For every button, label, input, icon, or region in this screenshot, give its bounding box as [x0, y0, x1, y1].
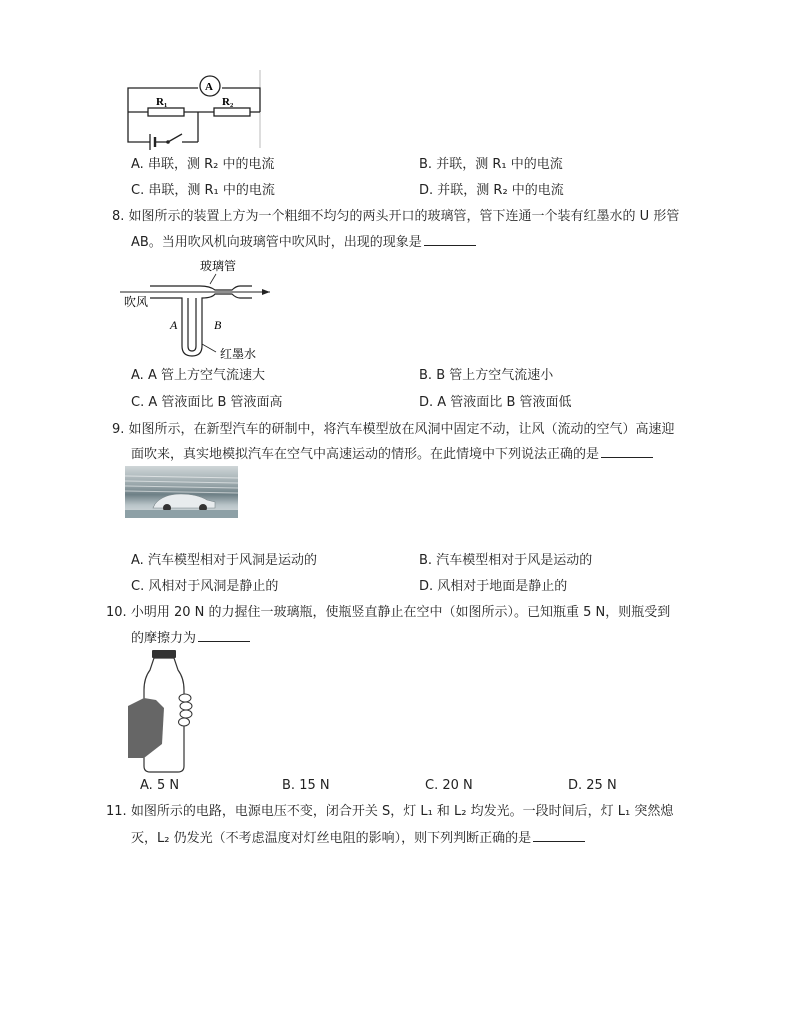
wind-tunnel-photo	[125, 466, 238, 518]
tube-a-label: A	[170, 318, 178, 332]
q11-answer-blank[interactable]	[533, 829, 585, 842]
q7-option-d[interactable]: D. 并联，测 R₂ 中的电流	[419, 183, 564, 198]
q9-option-a[interactable]: A. 汽车模型相对于风洞是运动的	[131, 553, 317, 568]
q10-option-a[interactable]: A. 5 N	[140, 778, 180, 793]
q8-option-b[interactable]: B. B 管上方空气流速小	[419, 368, 554, 383]
q8-stem-line2: AB。当用吹风机向玻璃管中吹风时，出现的现象是	[131, 233, 476, 252]
r1-label: R₁	[156, 96, 168, 108]
tube-label: 玻璃管	[200, 259, 237, 273]
q9-stem-line2: 面吹来，真实地模拟汽车在空气中高速运动的情形。在此情境中下列说法正确的是	[131, 445, 653, 464]
blow-label: 吹风	[124, 295, 149, 309]
ink-label: 红墨水	[220, 347, 257, 361]
tube-b-label: B	[214, 318, 222, 332]
q10-answer-blank[interactable]	[198, 629, 250, 642]
bottle-hand-figure	[128, 648, 200, 774]
q10-stem-line2: 的摩擦力为	[131, 629, 250, 648]
q9-option-c[interactable]: C. 风相对于风洞是静止的	[131, 579, 279, 594]
q9-option-b[interactable]: B. 汽车模型相对于风是运动的	[419, 553, 593, 568]
q10-option-b[interactable]: B. 15 N	[282, 778, 330, 793]
q9-answer-blank[interactable]	[601, 445, 653, 458]
q8-option-d[interactable]: D. A 管液面比 B 管液面低	[419, 395, 572, 410]
q8-stem-line1: 8. 如图所示的装置上方为一个粗细不均匀的两头开口的玻璃管，管下连通一个装有红墨水的 U 形管	[112, 209, 680, 224]
q9-stem-line1: 9. 如图所示，在新型汽车的研制中，将汽车模型放在风洞中固定不动，让风（流动的空气）高速迎	[112, 422, 675, 437]
q10-option-d[interactable]: D. 25 N	[568, 778, 617, 793]
r2-label: R₂	[222, 96, 234, 108]
q7-option-a[interactable]: A. 串联，测 R₂ 中的电流	[131, 157, 275, 172]
q11-stem-line2: 灭，L₂ 仍发光（不考虑温度对灯丝电阻的影响），则下列判断正确的是	[131, 829, 585, 848]
q10-stem-line1: 10. 小明用 20 N 的力握住一玻璃瓶，使瓶竖直静止在空中（如图所示）。已知瓶重 5 N，则瓶受到	[106, 605, 671, 620]
q9-option-d[interactable]: D. 风相对于地面是静止的	[419, 579, 568, 594]
q8-answer-blank[interactable]	[424, 233, 476, 246]
q8-tube-figure	[120, 256, 280, 364]
q7-option-c[interactable]: C. 串联，测 R₁ 中的电流	[131, 183, 275, 198]
ammeter-label: A	[205, 81, 213, 93]
q11-stem-line1: 11. 如图所示的电路，电源电压不变，闭合开关 S，灯 L₁ 和 L₂ 均发光。一段时间后，灯 L₁ 突然熄	[106, 804, 674, 819]
q10-option-c[interactable]: C. 20 N	[425, 778, 473, 793]
q8-option-c[interactable]: C. A 管液面比 B 管液面高	[131, 395, 283, 410]
q8-option-a[interactable]: A. A 管上方空气流速大	[131, 368, 265, 383]
q7-option-b[interactable]: B. 并联，测 R₁ 中的电流	[419, 157, 563, 172]
q7-circuit-figure	[120, 70, 270, 150]
